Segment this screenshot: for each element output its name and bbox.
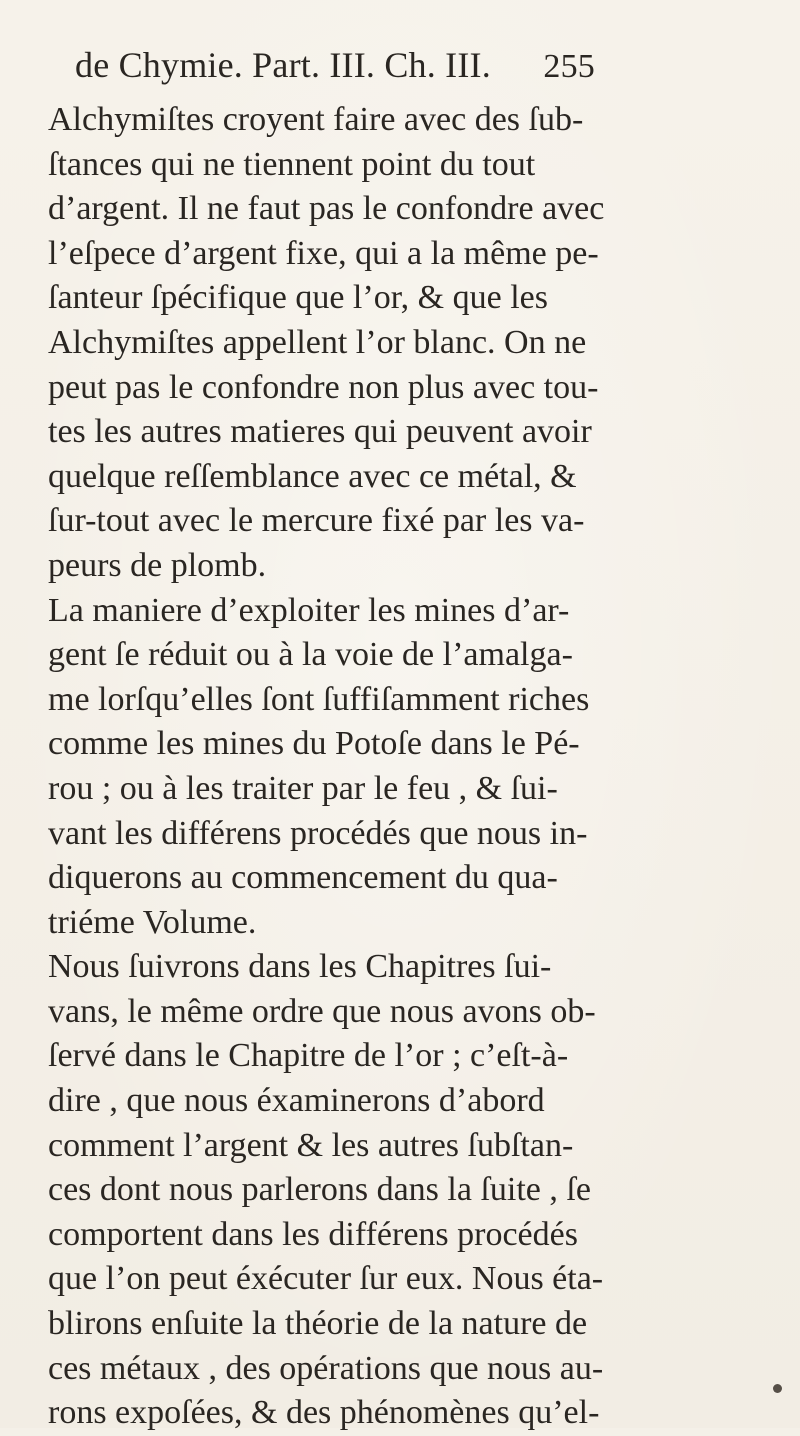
text-line: La maniere d’exploiter les mines d’ar- — [48, 591, 570, 629]
text-line: peut pas le confondre non plus avec tou- — [48, 368, 599, 406]
text-line: ſur-tout avec le mercure fixé par les va- — [48, 502, 585, 540]
text-line: triéme Volume. — [48, 903, 257, 941]
text-line: rons expoſées, & des phénomènes qu’el- — [48, 1394, 600, 1432]
text-line: diquerons au commencement du qua- — [48, 859, 558, 897]
text-line: ſervé dans le Chapitre de l’or ; c’eſt-à- — [48, 1037, 569, 1075]
text-line: comment l’argent & les autres ſubſtan- — [48, 1126, 574, 1164]
text-line: quelque reſſemblance avec ce métal, & — [48, 457, 577, 495]
ink-speck — [773, 1384, 782, 1393]
text-line: ſanteur ſpécifique que l’or, & que les — [48, 279, 548, 317]
text-line: comportent dans les différens procédés — [48, 1215, 578, 1253]
page-number: 255 — [543, 48, 595, 85]
text-line: vans, le même ordre que nous avons ob- — [48, 992, 596, 1030]
text-line: Alchymiſtes croyent faire avec des ſub- — [48, 101, 584, 138]
text-line: tes les autres matieres qui peuvent avoir — [48, 413, 592, 451]
text-line: rou ; ou à les traiter par le feu , & ſui- — [48, 769, 558, 807]
text-line: comme les mines du Potoſe dans le Pé- — [48, 725, 580, 763]
text-line: d’argent. Il ne faut pas le confondre avec — [48, 190, 605, 228]
text-line: que l’on peut éxécuter ſur eux. Nous éta- — [48, 1260, 604, 1298]
text-line: me lorſqu’elles ſont ſuffiſamment riches — [48, 680, 590, 718]
text-line: ces dont nous parlerons dans la ſuite , ſe — [48, 1171, 591, 1209]
text-line: peurs de plomb. — [48, 546, 267, 584]
text-line: gent ſe réduit ou à la voie de l’amalga- — [48, 636, 573, 674]
text-line: Nous ſuivrons dans les Chapitres ſui- — [48, 948, 552, 986]
text-line: vant les différens procédés que nous in- — [48, 814, 588, 852]
body-text — [48, 98, 768, 1436]
text-line: l’eſpece d’argent fixe, qui a la même pe- — [48, 234, 599, 272]
text-line: ſtances qui ne tiennent point du tout — [48, 145, 536, 183]
text-line: blirons enſuite la théorie de la nature de — [48, 1305, 588, 1343]
text-line: dire , que nous éxaminerons d’abord — [48, 1082, 545, 1120]
text-line: Alchymiſtes appellent l’or blanc. On ne — [48, 323, 587, 361]
running-header — [75, 44, 595, 86]
running-title: de Chymie. Part. III. Ch. III. — [75, 45, 491, 85]
text-line: ces métaux , des opérations que nous au- — [48, 1349, 604, 1387]
